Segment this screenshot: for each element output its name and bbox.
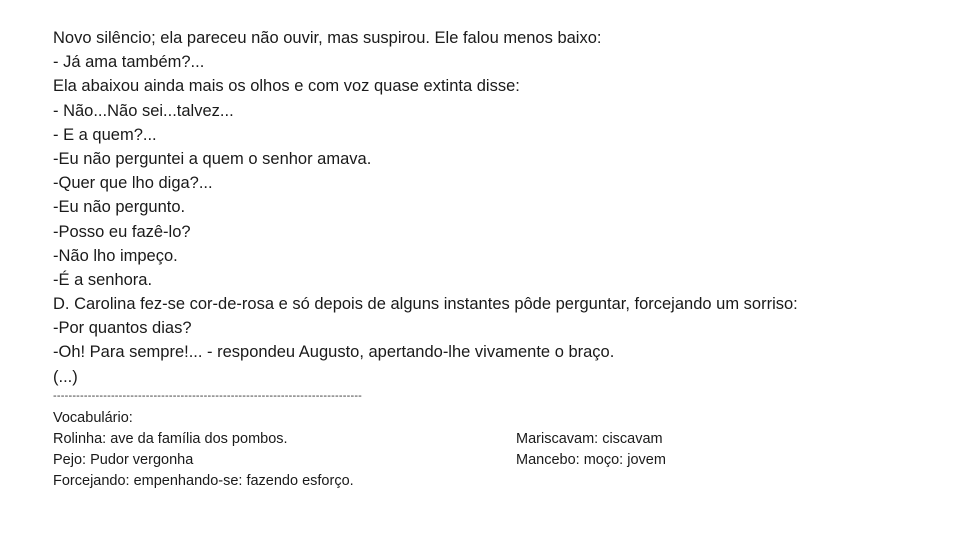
dashed-separator: -------------------------------------------------------------------------------- <box>53 390 363 402</box>
dialogue-line: (...) <box>53 367 78 386</box>
vocabulary-term: Mancebo: moço: jovem <box>516 452 666 468</box>
vocabulary-term: Rolinha: ave da família dos pombos. <box>53 431 288 447</box>
dialogue-line: -Eu não pergunto. <box>53 198 186 217</box>
vocabulary-term: Pejo: Pudor vergonha <box>53 452 194 468</box>
vocabulary-term: Mariscavam: ciscavam <box>516 431 663 447</box>
dialogue-line: - Já ama também?... <box>53 53 205 72</box>
vocabulary-section <box>53 408 913 492</box>
vocabulary-list <box>53 429 913 492</box>
vocabulary-term: Forcejando: empenhando-se: fazendo esforço. <box>53 473 354 489</box>
dialogue-line: Ela abaixou ainda mais os olhos e com voz quase extinta disse: <box>53 77 520 96</box>
dialogue-line: D. Carolina fez-se cor-de-rosa e só depois de alguns instantes pôde perguntar, forcejando um sorriso: <box>53 295 798 314</box>
dialogue-line: -Eu não perguntei a quem o senhor amava. <box>53 149 372 168</box>
dialogue-line: - Não...Não sei...talvez... <box>53 101 234 120</box>
vocabulary-title: Vocabulário: <box>53 410 133 426</box>
dialogue-line: - E a quem?... <box>53 125 157 144</box>
dialogue-line: -Não lho impeço. <box>53 246 178 265</box>
dialogue-line: -É a senhora. <box>53 270 153 289</box>
dialogue-line: Novo silêncio; ela pareceu não ouvir, mas suspirou. Ele falou menos baixo: <box>53 29 602 47</box>
dialogue-line: -Por quantos dias? <box>53 319 192 338</box>
dialogue-line: -Oh! Para sempre!... - respondeu Augusto, apertando-lhe vivamente o braço. <box>53 343 615 362</box>
dialogue-excerpt <box>53 26 933 389</box>
dialogue-line: -Posso eu fazê-lo? <box>53 222 191 241</box>
dialogue-line: -Quer que lho diga?... <box>53 174 213 193</box>
